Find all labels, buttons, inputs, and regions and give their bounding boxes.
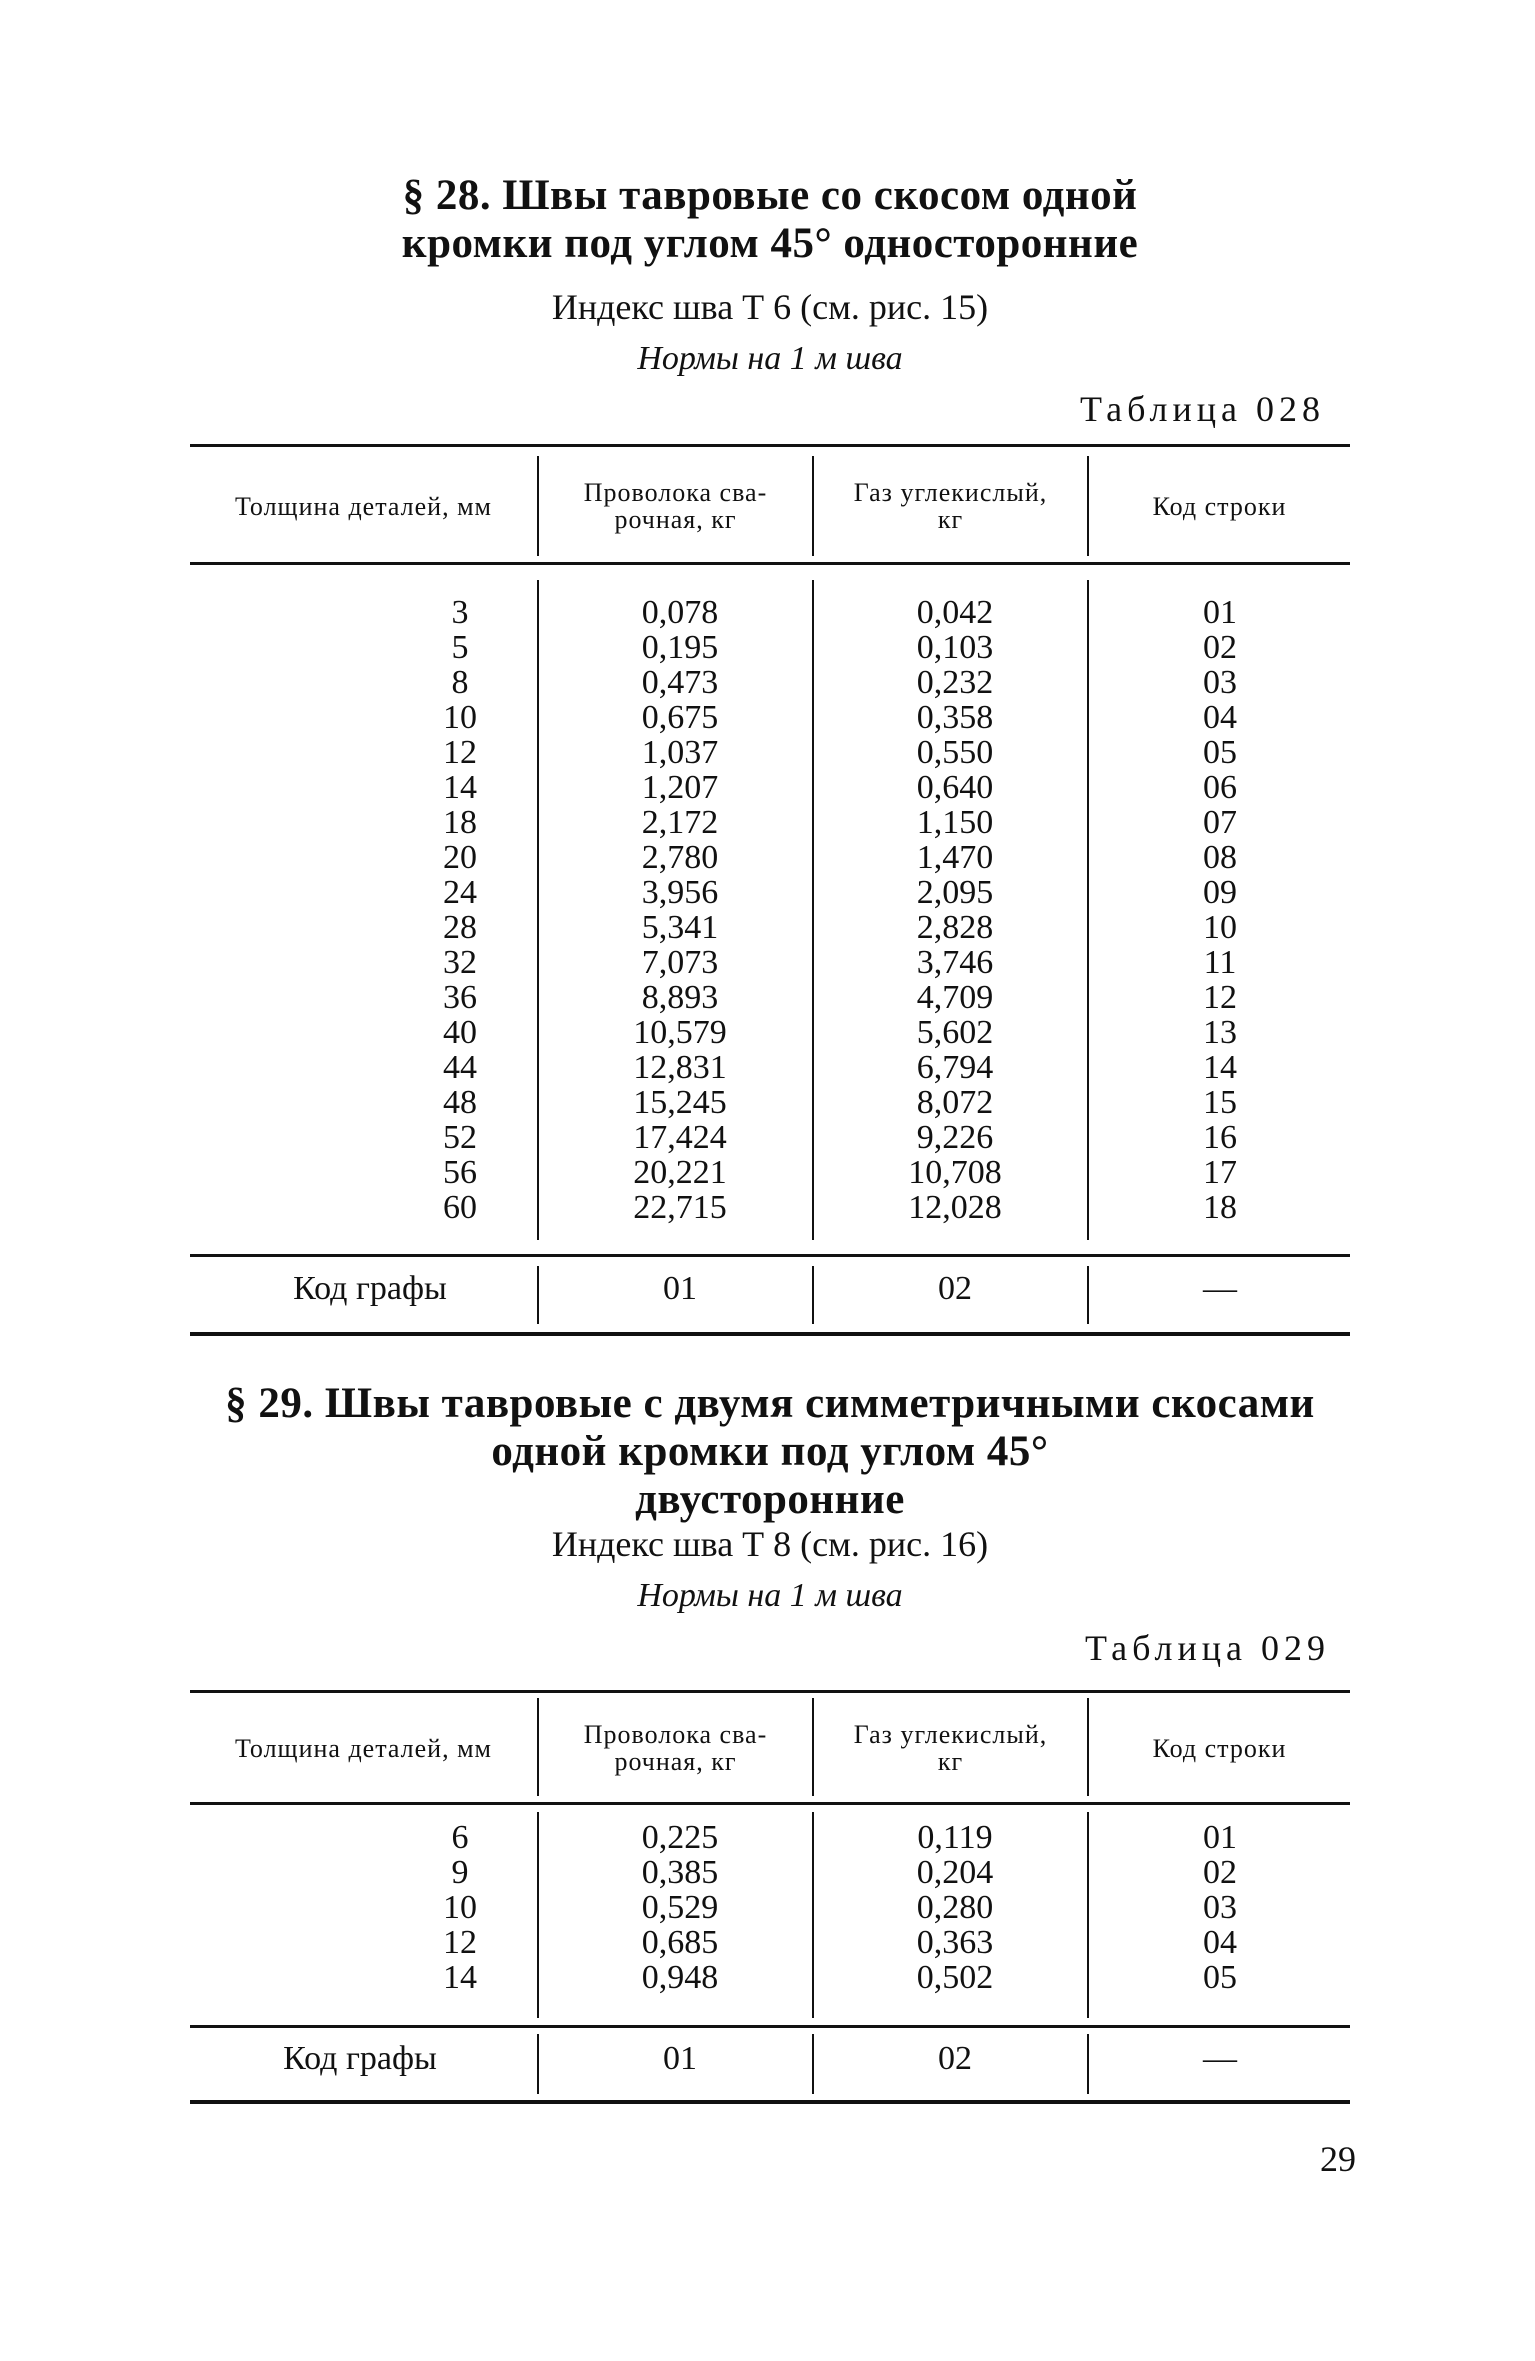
table-cell: 40 [443,1014,477,1051]
table-cell: 60 [443,1189,477,1226]
table-cell: 2,172 [641,804,719,841]
column-divider [1087,1812,1089,2018]
table-cell: 10,579 [633,1014,727,1051]
table-cell: 28 [443,909,477,946]
table-028 [190,444,1350,1336]
column-divider [812,1812,814,2018]
table-cell: 8,893 [641,979,719,1016]
table-cell: 01 [1203,594,1237,631]
table-cell: 07 [1203,804,1237,841]
table-cell: 0,119 [917,1819,993,1856]
table-cell: 10 [443,699,477,736]
table-029-label: Таблица 029 [1085,1628,1330,1668]
table-rule [190,1802,1350,1805]
table-cell: 0,363 [916,1924,994,1961]
column-divider [812,1266,814,1324]
table-cell: 52 [443,1119,477,1156]
column-divider [537,580,539,1240]
table-cell: 09 [1203,874,1237,911]
header-gas-text: Газ углекислый, кг [853,1720,1048,1776]
table-cell: 1,037 [641,734,719,771]
table-cell: 0,078 [641,594,719,631]
table-cell: 8,072 [916,1084,994,1121]
table-cell: 03 [1203,1889,1237,1926]
column-thickness [420,595,500,1225]
table-cell: 0,640 [916,769,994,806]
footer-wire-code: 01 [663,2040,697,2077]
table-028-label: Таблица 028 [1080,389,1325,429]
section-29-title-line-1: § 29. Швы тавровые с двумя симметричными скосами [225,1380,1315,1427]
column-divider [1087,2034,1089,2094]
header-thickness: Толщина деталей, мм [235,1733,492,1763]
section-28-title-line-2: кромки под углом 45° односторонние [401,220,1139,267]
table-cell: 10,708 [908,1154,1002,1191]
table-cell: 15,245 [633,1084,727,1121]
header-code: Код строки [1152,1733,1287,1763]
header-wire-text: Проволока сва- рочная, кг [583,1720,768,1776]
table-cell: 9 [451,1854,469,1891]
section-28-title-line-1: § 28. Швы тавровые со скосом одной [402,172,1138,219]
table-cell: 7,073 [641,944,719,981]
table-cell: 6 [451,1819,469,1856]
table-cell: 06 [1203,769,1237,806]
table-cell: 1,150 [916,804,994,841]
table-cell: 0,103 [916,629,994,666]
table-cell: 14 [1203,1049,1237,1086]
table-cell: 17 [1203,1154,1237,1191]
table-cell: 2,780 [641,839,719,876]
table-cell: 0,042 [916,594,994,631]
header-wire-text: Проволока сва- рочная, кг [583,478,768,534]
table-cell: 2,828 [916,909,994,946]
table-cell: 15 [1203,1084,1237,1121]
table-cell: 1,470 [916,839,994,876]
table-cell: 1,207 [641,769,719,806]
table-cell: 10 [1203,909,1237,946]
table-cell: 5,602 [916,1014,994,1051]
column-divider [537,1812,539,2018]
column-code [1170,1820,1270,1995]
table-cell: 02 [1203,629,1237,666]
table-cell: 0,473 [641,664,719,701]
footer-label: Код графы [283,2040,437,2077]
table-cell: 18 [1203,1189,1237,1226]
table-cell: 0,232 [916,664,994,701]
section-29-index: Индекс шва Т 8 (см. рис. 16) [551,1524,989,1564]
header-gas-text: Газ углекислый, кг [853,478,1048,534]
section-28-index: Индекс шва Т 6 (см. рис. 15) [551,287,989,327]
column-gas [865,1820,1045,1995]
column-code [1170,595,1270,1225]
table-rule [190,1332,1350,1336]
column-thickness [420,1820,500,1995]
table-cell: 5 [451,629,469,666]
table-cell: 16 [1203,1119,1237,1156]
table-cell: 0,948 [641,1959,719,1996]
section-29-norms: Нормы на 1 м шва [637,1577,903,1614]
table-cell: 18 [443,804,477,841]
table-cell: 3,746 [916,944,994,981]
table-cell: 0,280 [916,1889,994,1926]
table-cell: 12 [443,1924,477,1961]
section-28-title [300,172,1240,268]
column-divider [1087,1266,1089,1324]
table-cell: 9,226 [916,1119,994,1156]
section-28-norms: Нормы на 1 м шва [637,340,903,377]
table-029 [190,1690,1350,2110]
table-cell: 44 [443,1049,477,1086]
footer-gas-code: 02 [938,1270,972,1307]
table-cell: 0,502 [916,1959,994,1996]
table-cell: 12 [443,734,477,771]
table-cell: 12,831 [633,1049,727,1086]
table-cell: 5,341 [641,909,719,946]
table-cell: 17,424 [633,1119,727,1156]
table-cell: 0,675 [641,699,719,736]
column-gas [865,595,1045,1225]
table-cell: 13 [1203,1014,1237,1051]
table-rule [190,2025,1350,2028]
table-cell: 0,358 [916,699,994,736]
table-cell: 36 [443,979,477,1016]
header-thickness: Толщина деталей, мм [235,491,492,521]
table-rule [190,444,1350,447]
footer-wire-code: 01 [663,1270,697,1307]
table-cell: 01 [1203,1819,1237,1856]
table-cell: 4,709 [916,979,994,1016]
table-cell: 24 [443,874,477,911]
table-rule [190,1254,1350,1257]
table-cell: 2,095 [916,874,994,911]
header-wire [539,1696,812,1800]
table-rule [190,562,1350,565]
table-cell: 0,685 [641,1924,719,1961]
table-cell: 04 [1203,699,1237,736]
footer-dash: — [1203,2040,1237,2077]
table-cell: 0,529 [641,1889,719,1926]
table-cell: 11 [1203,944,1237,981]
table-cell: 3,956 [641,874,719,911]
table-cell: 02 [1203,1854,1237,1891]
table-cell: 8 [451,664,469,701]
table-cell: 04 [1203,1924,1237,1961]
column-wire [590,595,770,1225]
table-cell: 12,028 [908,1189,1002,1226]
section-29-title [160,1380,1380,1524]
footer-gas-code: 02 [938,2040,972,2077]
table-cell: 0,204 [916,1854,994,1891]
table-cell: 6,794 [916,1049,994,1086]
table-rule [190,1690,1350,1693]
table-cell: 0,550 [916,734,994,771]
table-cell: 0,195 [641,629,719,666]
table-cell: 0,385 [641,1854,719,1891]
column-divider [537,1266,539,1324]
column-divider [812,580,814,1240]
table-cell: 12 [1203,979,1237,1016]
header-gas [814,452,1087,560]
table-cell: 20,221 [633,1154,727,1191]
header-gas [814,1696,1087,1800]
column-divider [537,2034,539,2094]
table-cell: 48 [443,1084,477,1121]
table-cell: 05 [1203,1959,1237,1996]
page-number: 29 [1320,2139,1356,2179]
table-cell: 10 [443,1889,477,1926]
footer-label: Код графы [293,1270,447,1307]
section-29-title-line-3: двусторонние [635,1476,905,1523]
footer-dash: — [1203,1270,1237,1307]
header-wire [539,452,812,560]
table-cell: 32 [443,944,477,981]
header-code: Код строки [1152,491,1287,521]
table-cell: 14 [443,769,477,806]
table-cell: 20 [443,839,477,876]
table-cell: 56 [443,1154,477,1191]
table-cell: 0,225 [641,1819,719,1856]
column-wire [590,1820,770,1995]
table-cell: 22,715 [633,1189,727,1226]
table-cell: 08 [1203,839,1237,876]
table-cell: 05 [1203,734,1237,771]
column-divider [812,2034,814,2094]
column-divider [1087,580,1089,1240]
table-rule [190,2100,1350,2104]
section-29-title-line-2: одной кромки под углом 45° [491,1428,1049,1475]
table-cell: 03 [1203,664,1237,701]
table-cell: 3 [451,594,469,631]
table-cell: 14 [443,1959,477,1996]
